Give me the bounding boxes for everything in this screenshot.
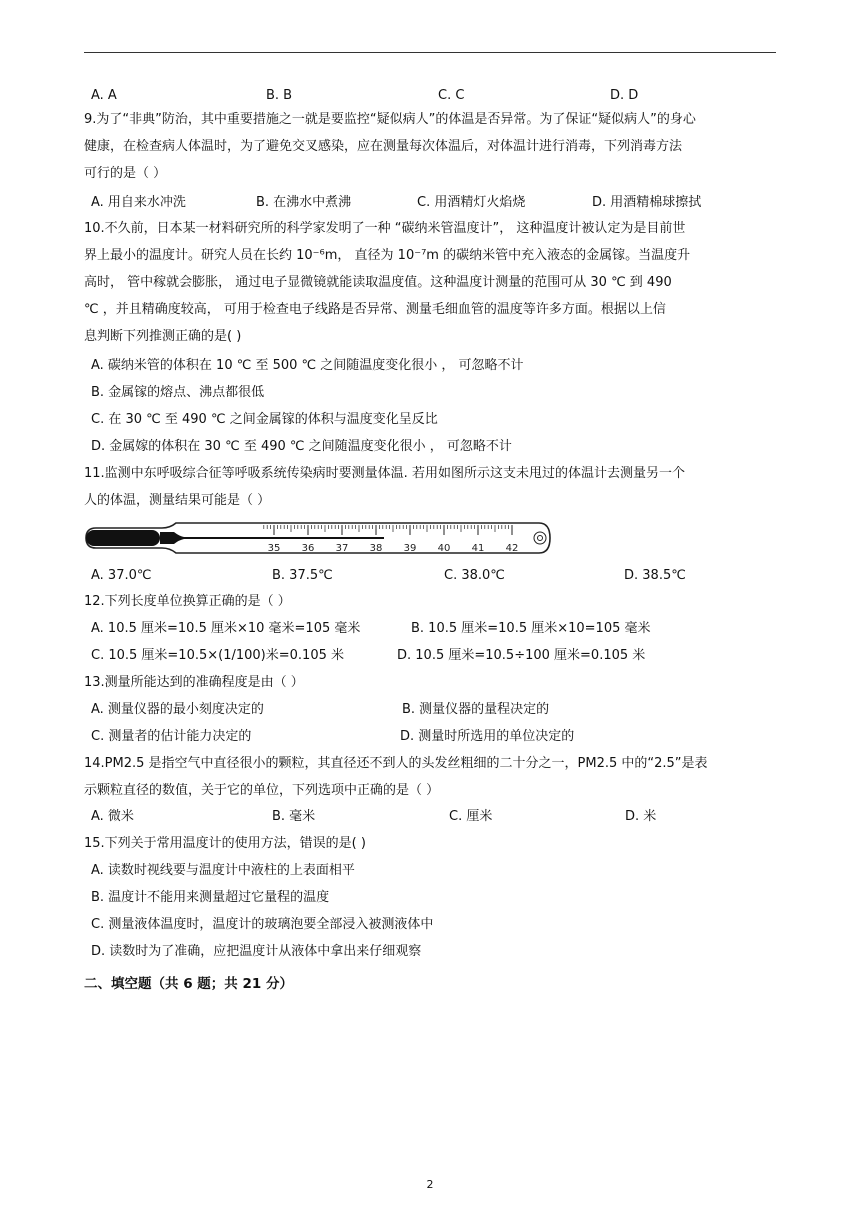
thermometer-bulb: [86, 530, 160, 546]
q11-option-a[interactable]: A. 37.0℃: [91, 568, 152, 583]
section-heading: 二、填空题（共 6 题；共 21 分）: [84, 976, 293, 992]
q8-option-d[interactable]: D. D: [610, 88, 639, 103]
clinical-thermometer-figure: [84, 520, 554, 556]
q10-stem-line: 息判断下列推测正确的是( ): [84, 329, 242, 344]
q12-stem: 12.下列长度单位换算正确的是（ ）: [84, 594, 291, 609]
q8-option-b[interactable]: B. B: [266, 88, 293, 103]
q10-stem-line: ℃ ，并且精确度较高， 可用于检查电子线路是否异常、测量毛细血管的温度等许多方面。根据以上信: [84, 302, 666, 317]
scale-label: 42: [505, 543, 519, 554]
q14-option-b[interactable]: B. 毫米: [272, 809, 316, 824]
q10-option-a[interactable]: A. 碳纳米管的体积在 10 ℃ 至 500 ℃ 之间随温度变化很小 ， 可忽略不计: [91, 358, 524, 373]
scale-label: 38: [369, 543, 383, 554]
q13-option-c[interactable]: C. 测量者的估计能力决定的: [91, 729, 252, 744]
q14-option-c[interactable]: C. 厘米: [449, 809, 493, 824]
q12-option-c[interactable]: C. 10.5 厘米=10.5×(1/100)米=0.105 米: [91, 648, 344, 663]
q8-option-a[interactable]: A. A: [91, 88, 117, 103]
q15-option-c[interactable]: C. 测量液体温度时，温度计的玻璃泡要全部浸入被测液体中: [91, 917, 434, 932]
q11-stem-line: 人的体温，测量结果可能是（ ）: [84, 493, 271, 508]
q15-stem: 15.下列关于常用温度计的使用方法，错误的是( ): [84, 836, 366, 851]
q15-option-b[interactable]: B. 温度计不能用来测量超过它量程的温度: [91, 890, 330, 905]
q14-stem-line: 示颗粒直径的数值，关于它的单位，下列选项中正确的是（ ）: [84, 783, 440, 798]
q11-stem-line: 11.监测中东呼吸综合征等呼吸系统传染病时要测量体温. 若用如图所示这支未甩过的体温计去测量另一个: [84, 466, 685, 481]
page-number: 2: [426, 1178, 434, 1191]
q9-stem-line: 可行的是（ ）: [84, 166, 167, 181]
q12-option-b[interactable]: B. 10.5 厘米=10.5 厘米×10=105 毫米: [411, 621, 651, 636]
q15-option-d[interactable]: D. 读数时为了准确，应把温度计从液体中拿出来仔细观察: [91, 944, 422, 959]
header-rule: [84, 52, 776, 53]
q11-option-c[interactable]: C. 38.0℃: [444, 568, 505, 583]
scale-label: 39: [403, 543, 417, 554]
q11-option-b[interactable]: B. 37.5℃: [272, 568, 333, 583]
q12-option-d[interactable]: D. 10.5 厘米=10.5÷100 厘米=0.105 米: [397, 648, 646, 663]
q12-option-a[interactable]: A. 10.5 厘米=10.5 厘米×10 毫米=105 毫米: [91, 621, 361, 636]
q9-stem-line: 健康，在检查病人体温时，为了避免交叉感染，应在测量每次体温后，对体温计进行消毒，下列消毒方法: [84, 139, 683, 154]
q10-stem-line: 高时， 管中稼就会膨胀， 通过电子显微镜就能读取温度值。这种温度计测量的范围可从 30 ℃ 到 490: [84, 275, 672, 290]
q14-option-d[interactable]: D. 米: [625, 809, 657, 824]
scale-label: 36: [301, 543, 315, 554]
q10-option-c[interactable]: C. 在 30 ℃ 至 490 ℃ 之间金属镓的体积与温度变化呈反比: [91, 412, 438, 427]
q9-option-a[interactable]: A. 用自来水冲洗: [91, 195, 186, 210]
q8-option-c[interactable]: C. C: [438, 88, 465, 103]
scale-label: 41: [471, 543, 485, 554]
q14-stem-line: 14.PM2.5 是指空气中直径很小的颗粒，其直径还不到人的头发丝粗细的二十分之一，PM2.5 中的“2.5”是表: [84, 756, 708, 771]
scale-label: 37: [335, 543, 349, 554]
scale-label: 35: [267, 543, 281, 554]
q10-option-d[interactable]: D. 金属嫁的体积在 30 ℃ 至 490 ℃ 之间随温度变化很小 ， 可忽略不计: [91, 439, 512, 454]
q10-stem-line: 界上最小的温度计。研究人员在长约 10⁻⁶m， 直径为 10⁻⁷m 的碳纳米管中充入液态的金属镓。当温度升: [84, 248, 691, 263]
q13-option-a[interactable]: A. 测量仪器的最小刻度决定的: [91, 702, 264, 717]
q15-option-a[interactable]: A. 读数时视线要与温度计中液柱的上表面相平: [91, 863, 355, 878]
q9-option-c[interactable]: C. 用酒精灯火焰烧: [417, 195, 526, 210]
q10-option-b[interactable]: B. 金属镓的熔点、沸点都很低: [91, 385, 265, 400]
q10-stem-line: 10.不久前，日本某一材料研究所的科学家发明了一种 “碳纳米管温度计”， 这种温度计被认定为是目前世: [84, 221, 686, 236]
q13-stem: 13.测量所能达到的准确程度是由（ ）: [84, 675, 304, 690]
q9-stem-line: 9.为了“非典”防治，其中重要措施之一就是要监控“疑似病人”的体温是否异常。为了保证“疑似病人”的身心: [84, 112, 696, 127]
q9-option-b[interactable]: B. 在沸水中煮沸: [256, 195, 352, 210]
q13-option-b[interactable]: B. 测量仪器的量程决定的: [402, 702, 550, 717]
scale-label: 40: [437, 543, 451, 554]
q11-option-d[interactable]: D. 38.5℃: [624, 568, 686, 583]
q9-option-d[interactable]: D. 用酒精棉球擦拭: [592, 195, 702, 210]
q14-option-a[interactable]: A. 微米: [91, 809, 134, 824]
q13-option-d[interactable]: D. 测量时所选用的单位决定的: [400, 729, 575, 744]
